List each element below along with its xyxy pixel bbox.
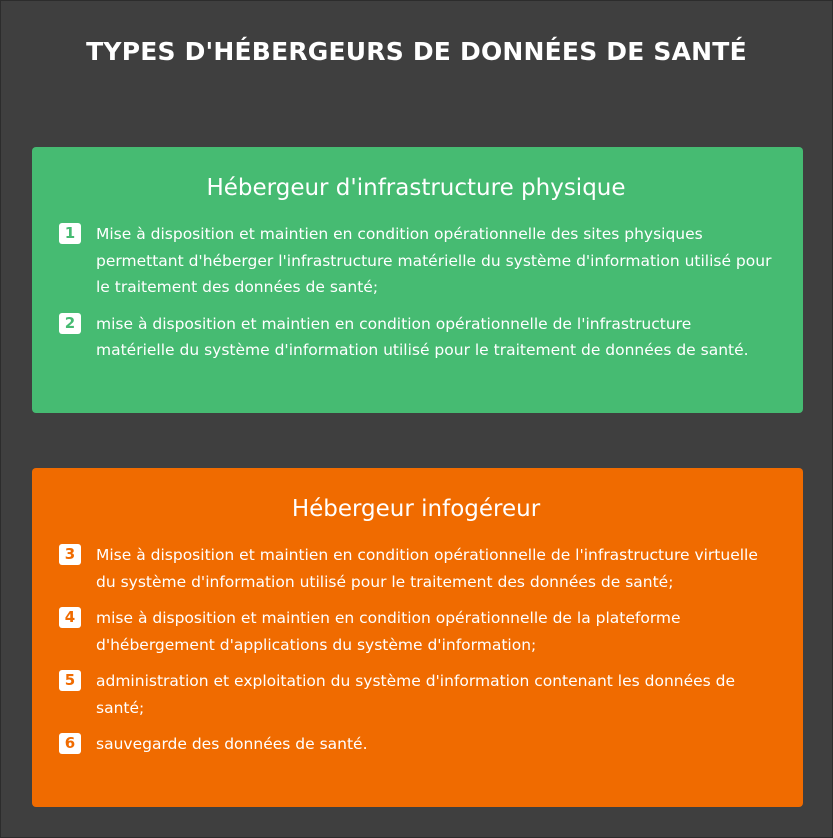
number-badge: 2 <box>59 313 81 334</box>
list-item <box>59 542 773 595</box>
list-item <box>59 221 773 301</box>
item-text: sauvegarde des données de santé. <box>96 735 368 753</box>
item-text: Mise à disposition et maintien en condition opérationnelle des sites physiques permettant d'héberger l'infrastructure matérielle du système d'information utilisé pour le traitement des données de santé; <box>96 225 772 296</box>
item-text: mise à disposition et maintien en condition opérationnelle de la plateforme d'hébergement d'applications du système d'information; <box>96 609 681 654</box>
item-text: Mise à disposition et maintien en condition opérationnelle de l'infrastructure virtuelle du système d'information utilisé pour le traitement des données de santé; <box>96 546 758 591</box>
list-item <box>59 731 773 758</box>
item-text: mise à disposition et maintien en condition opérationnelle de l'infrastructure matérielle du système d'information utilisé pour le traitement de données de santé. <box>96 314 749 359</box>
number-badge: 5 <box>59 670 81 691</box>
section-physical-infrastructure <box>32 147 803 413</box>
number-badge: 6 <box>59 733 81 754</box>
section-title: Hébergeur infogéreur <box>291 496 541 522</box>
page-title: TYPES D'HÉBERGEURS DE DONNÉES DE SANTÉ <box>86 37 747 66</box>
number-badge: 3 <box>59 544 81 565</box>
number-badge: 1 <box>59 223 81 244</box>
section-infogerance <box>32 468 803 807</box>
number-badge: 4 <box>59 607 81 628</box>
list-item <box>59 311 773 364</box>
section-title: Hébergeur d'infrastructure physique <box>206 175 626 201</box>
list-item <box>59 605 773 658</box>
list-item <box>59 668 773 721</box>
item-text: administration et exploitation du système d'information contenant les données de santé; <box>96 672 736 717</box>
item-list <box>59 221 773 364</box>
item-list <box>59 542 773 758</box>
